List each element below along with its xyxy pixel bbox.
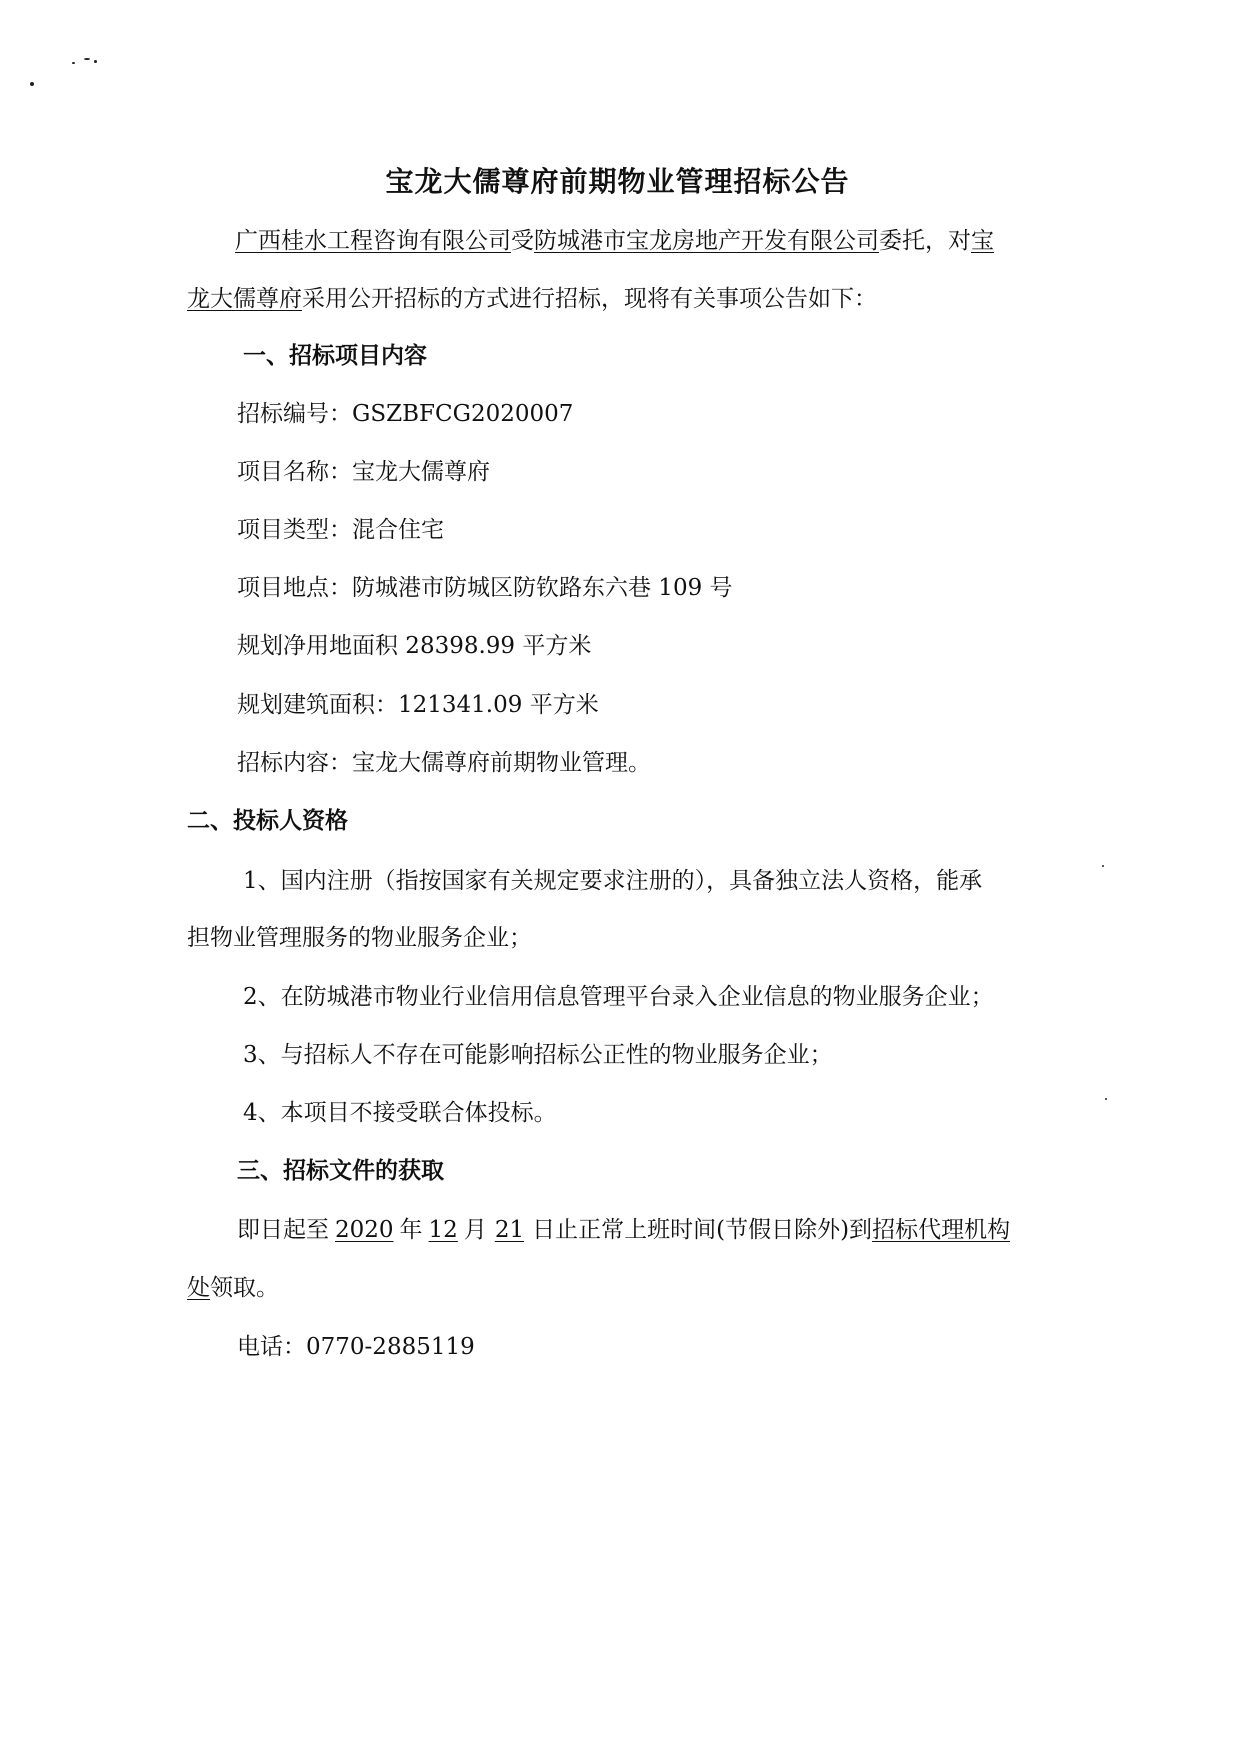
project-location: 项目地点：防城港市防城区防钦路东六巷 109 号 (237, 575, 733, 601)
intro-line-2 (187, 283, 877, 315)
contact-phone: 电话：0770-2885119 (237, 1334, 475, 1360)
project-code: 招标编号：GSZBFCG2020007 (237, 401, 574, 427)
acquisition-line-1 (237, 1214, 1010, 1246)
scan-speck (94, 60, 97, 63)
project-type: 项目类型：混合住宅 (237, 517, 444, 543)
land-area: 规划净用地面积 28398.99 平方米 (237, 633, 592, 659)
deadline-day: 21 (494, 1217, 525, 1243)
acquisition-text: 日止正常上班时间(节假日除外)到 (532, 1217, 873, 1243)
scan-speck (72, 62, 75, 64)
acquisition-place: 招标代理机构 (872, 1217, 1011, 1243)
section-heading-2: 二、投标人资格 (187, 807, 348, 834)
acquisition-text: 年 (399, 1217, 423, 1243)
section-heading-1: 一、招标项目内容 (243, 342, 427, 369)
deadline-month: 12 (428, 1217, 458, 1243)
building-area: 规划建筑面积：121341.09 平方米 (237, 692, 599, 718)
acquisition-text: 即日起至 (237, 1217, 329, 1243)
acquisition-text: 领取。 (210, 1275, 279, 1301)
qualification-3: 3、与招标人不存在可能影响招标公正性的物业服务企业； (243, 1042, 833, 1068)
intro-line-1 (235, 225, 994, 257)
qualification-4: 4、本项目不接受联合体投标。 (243, 1100, 557, 1126)
client-name: 防城港市宝龙房地产开发有限公司 (534, 228, 879, 254)
scan-speck (1102, 865, 1104, 867)
acquisition-place: 处 (187, 1275, 210, 1301)
document-title: 宝龙大儒尊府前期物业管理招标公告 (385, 165, 850, 198)
section-heading-3: 三、招标文件的获取 (237, 1157, 444, 1184)
intro-text: 委托，对 (879, 228, 971, 254)
scan-speck (30, 82, 34, 86)
qualification-2: 2、在防城港市物业行业信用信息管理平台录入企业信息的物业服务企业； (243, 984, 994, 1010)
intro-text: 采用公开招标的方式进行招标，现将有关事项公告如下： (302, 286, 877, 312)
qualification-1-line-2: 担物业管理服务的物业服务企业； (187, 925, 532, 951)
agency-name: 广西桂水工程咨询有限公司 (235, 228, 511, 254)
scan-speck (84, 58, 90, 60)
qualification-1-line-1: 1、国内注册（指按国家有关规定要求注册的），具备独立法人资格，能承 (243, 868, 983, 894)
scan-speck (1105, 1098, 1107, 1100)
project-name: 项目名称：宝龙大儒尊府 (237, 459, 490, 485)
deadline-year: 2020 (335, 1217, 394, 1243)
project-name-part: 宝 (971, 228, 994, 254)
acquisition-text: 月 (463, 1217, 487, 1243)
tender-content: 招标内容：宝龙大儒尊府前期物业管理。 (237, 750, 651, 776)
project-name-part: 龙大儒尊府 (187, 286, 302, 312)
acquisition-line-2 (187, 1272, 279, 1304)
intro-text: 受 (511, 228, 534, 254)
